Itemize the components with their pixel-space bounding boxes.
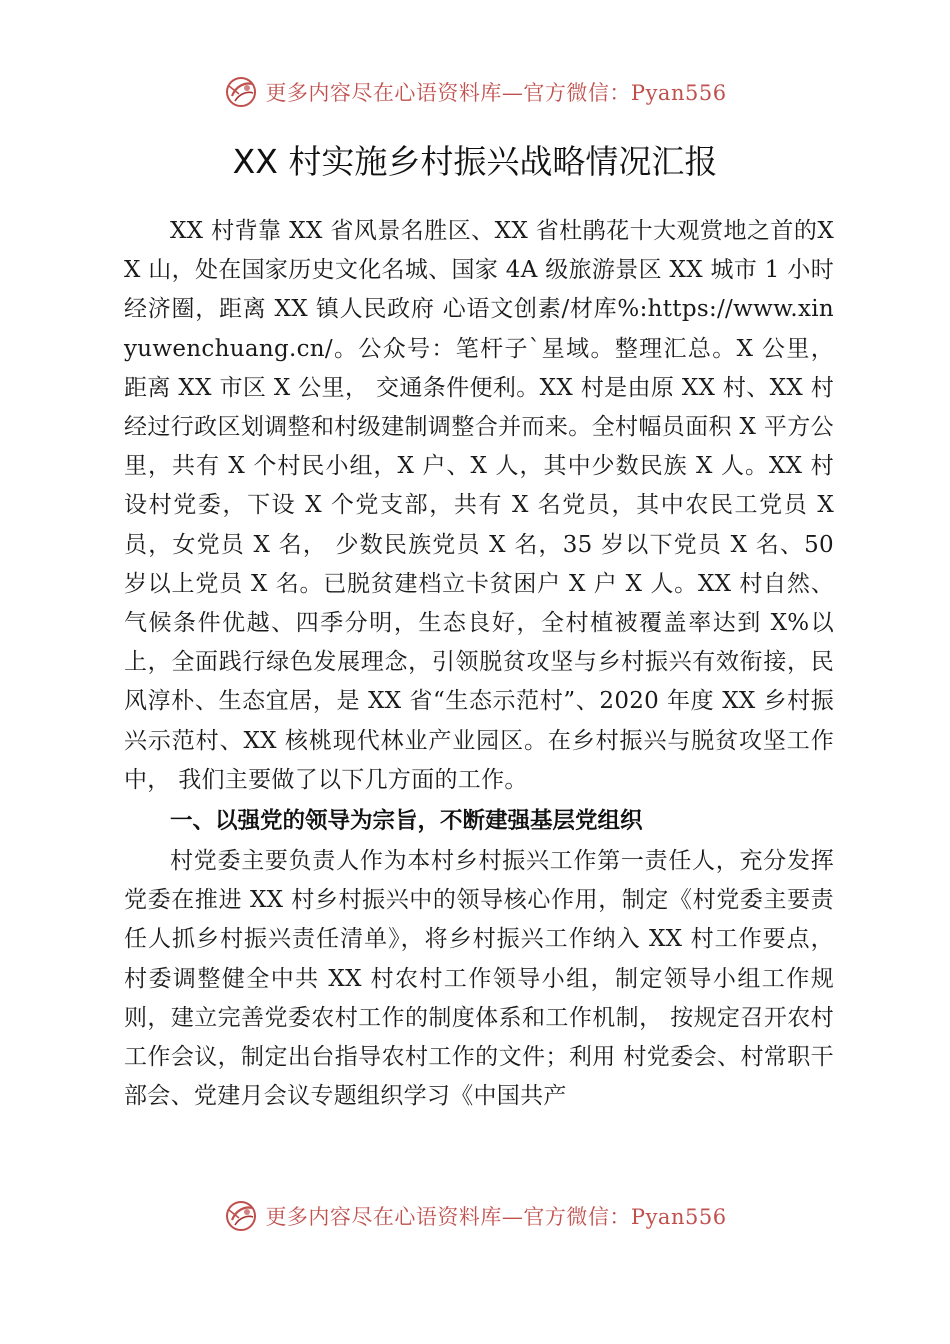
banner-text: 更多内容尽在心语资料库—官方微信：Pyan556: [265, 81, 727, 105]
document-title: XX 村实施乡村振兴战略情况汇报: [232, 142, 718, 181]
section-heading-1: 一、以强党的领导为宗旨，不断建强基层党组织: [170, 808, 643, 835]
document-body: [124, 212, 834, 1116]
footer-banner: [0, 1196, 950, 1236]
body-paragraph-2: 村党委主要负责人作为本村乡村振兴工作第一责任人，充分发挥党委在推进 XX 村乡村振兴中的领导核心作用，制定《村党委主要责任人抓乡村振兴责任清单》，将乡村振兴工作纳入 XX 村工作要点，村委调整健全中共 XX 村农村工作领导小组，制定领导小组工作规则，建立完善党委农村工作的制度体系和工作机制， 按规定召开农村工作会议，制定出台指导农村工作的文件；利用 村党委会、村常职干部会、党建月会议专题组织学习《中国共产: [124, 848, 834, 1110]
header-banner: [0, 72, 950, 112]
xinyu-logo-icon: [223, 1198, 259, 1234]
xinyu-logo-icon: [223, 74, 259, 110]
body-paragraph-1: XX 村背靠 XX 省风景名胜区、XX 省杜鹃花十大观赏地之首的XX 山，处在国家历史文化名城、国家 4A 级旅游景区 XX 城市 1 小时经济圈，距离 XX 镇人民政府 心语文创素/材库%:https://www.xinyuwenchuang.cn/。公众号：笔杆子`星域。整理汇总。X 公里，距离 XX 市区 X 公里， 交通条件便利。XX 村是由原 XX 村、XX 村经过行政区划调整和村级建制调整合并而来。全村幅员面积 X 平方公里，共有 X 个村民小组，X 户、X 人，其中少数民族 X 人。XX 村设村党委，下设 X 个党支部，共有 X 名党员，其中农民工党员 X 员，女党员 X 名， 少数民族党员 X 名，35 岁以下党员 X 名、50 岁以上党员 X 名。已脱贫建档立卡贫困户 X 户 X 人。XX 村自然、气候条件优越、四季分明，生态良好，全村植被覆盖率达到 X%以上，全面践行绿色发展理念，引领脱贫攻坚与乡村振兴有效衔接，民风淳朴、生态宜居，是 XX 省“生态示范村”、2020 年度 XX 乡村振兴示范村、XX 核桃现代林业产业园区。在乡村振兴与脱贫攻坚工作中， 我们主要做了以下几方面的工作。: [124, 218, 834, 793]
banner-text: 更多内容尽在心语资料库—官方微信：Pyan556: [265, 1205, 727, 1229]
